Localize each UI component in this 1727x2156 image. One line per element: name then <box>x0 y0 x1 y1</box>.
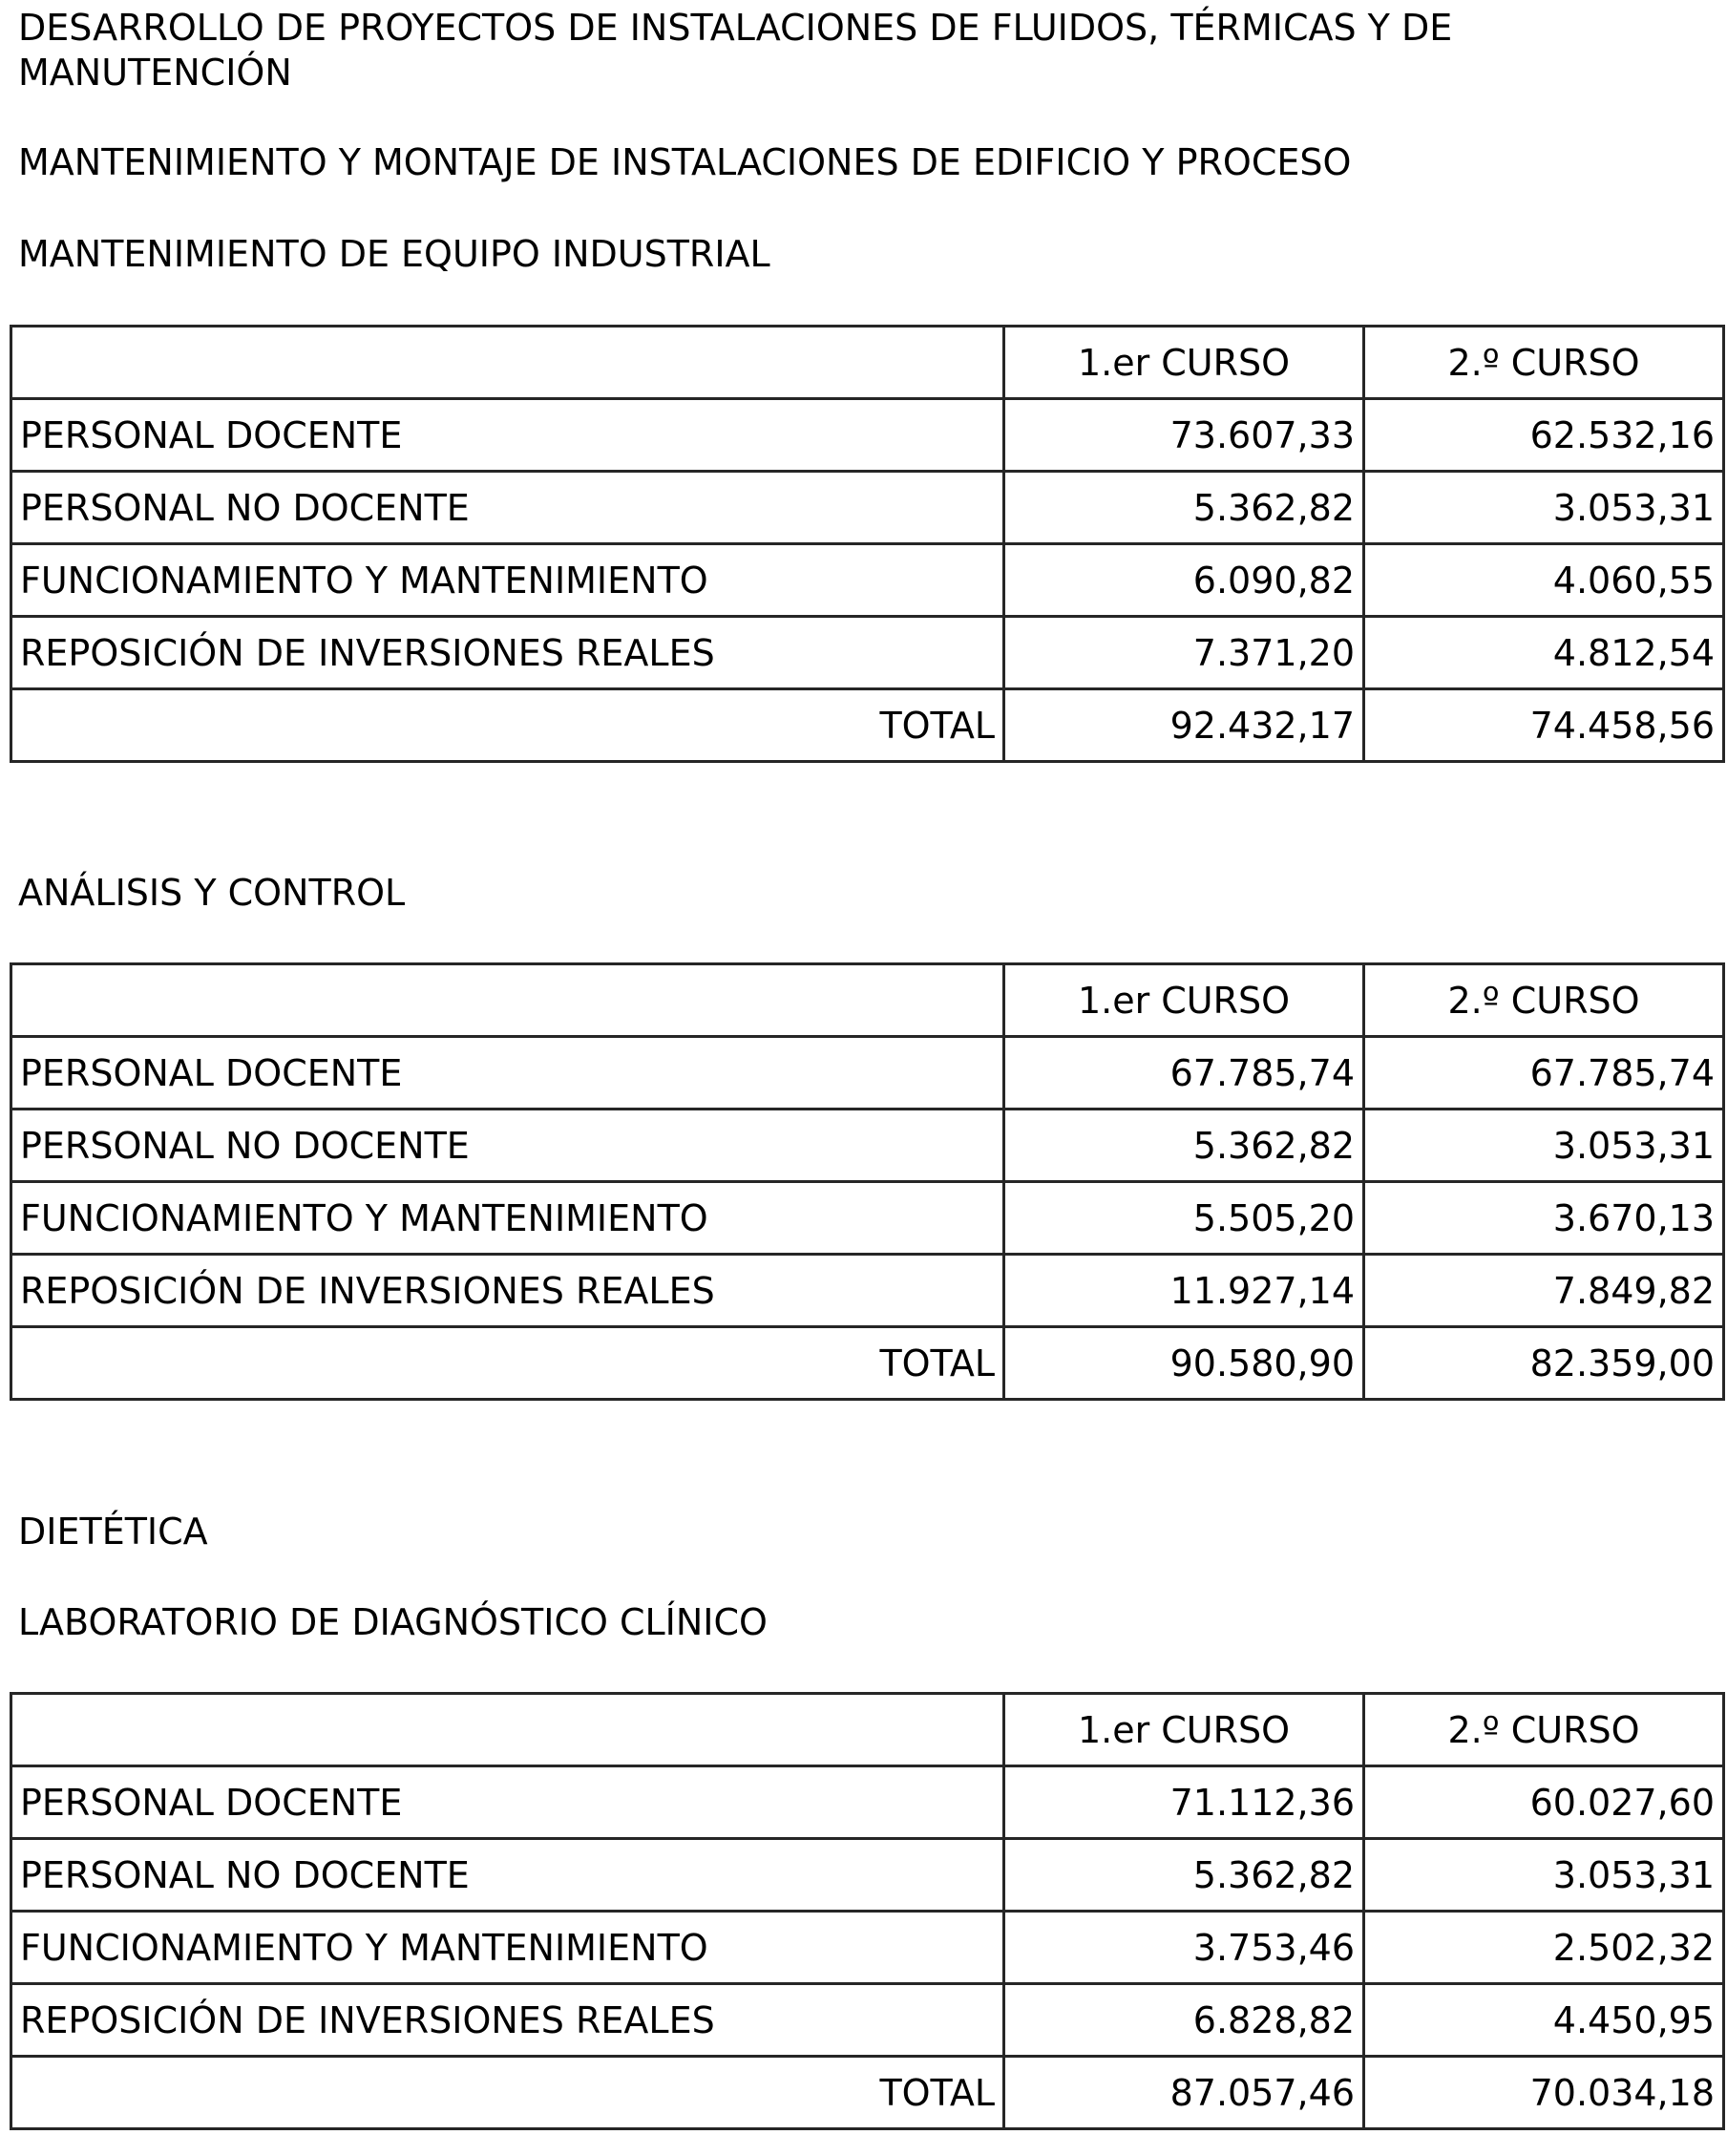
row-label: FUNCIONAMIENTO Y MANTENIMIENTO <box>11 1182 1004 1255</box>
total-first-year-value: 92.432,17 <box>1004 689 1364 762</box>
row-second-year-value: 7.849,82 <box>1364 1255 1724 1327</box>
table-row <box>11 1255 1724 1327</box>
header-empty-cell <box>11 964 1004 1037</box>
table-header-row <box>11 1694 1724 1766</box>
total-second-year-value: 82.359,00 <box>1364 1327 1724 1400</box>
total-label: TOTAL <box>11 1327 1004 1400</box>
row-label: PERSONAL DOCENTE <box>11 1037 1004 1110</box>
table-row <box>11 1984 1724 2057</box>
row-second-year-value: 60.027,60 <box>1364 1766 1724 1839</box>
header-first-year: 1.er CURSO <box>1004 327 1364 399</box>
row-first-year-value: 6.828,82 <box>1004 1984 1364 2057</box>
row-label: PERSONAL NO DOCENTE <box>11 1110 1004 1182</box>
budget-table-1 <box>10 325 1725 763</box>
total-second-year-value: 74.458,56 <box>1364 689 1724 762</box>
table-row <box>11 1912 1724 1984</box>
row-second-year-value: 4.450,95 <box>1364 1984 1724 2057</box>
row-second-year-value: 62.532,16 <box>1364 399 1724 472</box>
row-second-year-value: 3.053,31 <box>1364 1839 1724 1912</box>
heading-mantenimiento-montaje: MANTENIMIENTO Y MONTAJE DE INSTALACIONES DE EDIFICIO Y PROCESO <box>18 141 1352 183</box>
row-first-year-value: 5.362,82 <box>1004 1110 1364 1182</box>
row-second-year-value: 67.785,74 <box>1364 1037 1724 1110</box>
row-first-year-value: 5.505,20 <box>1004 1182 1364 1255</box>
row-second-year-value: 4.812,54 <box>1364 617 1724 689</box>
row-first-year-value: 71.112,36 <box>1004 1766 1364 1839</box>
row-label: FUNCIONAMIENTO Y MANTENIMIENTO <box>11 544 1004 617</box>
header-second-year: 2.º CURSO <box>1364 964 1724 1037</box>
heading-desarrollo-proyectos: DESARROLLO DE PROYECTOS DE INSTALACIONES DE FLUIDOS, TÉRMICAS Y DE <box>18 7 1453 49</box>
row-label: REPOSICIÓN DE INVERSIONES REALES <box>11 617 1004 689</box>
total-first-year-value: 90.580,90 <box>1004 1327 1364 1400</box>
table-header-row <box>11 327 1724 399</box>
table-row <box>11 544 1724 617</box>
heading-laboratorio-diagnostico: LABORATORIO DE DIAGNÓSTICO CLÍNICO <box>18 1601 768 1643</box>
heading-desarrollo-proyectos-cont: MANUTENCIÓN <box>18 52 292 94</box>
header-second-year: 2.º CURSO <box>1364 327 1724 399</box>
total-first-year-value: 87.057,46 <box>1004 2057 1364 2129</box>
row-first-year-value: 5.362,82 <box>1004 472 1364 544</box>
table-row <box>11 472 1724 544</box>
table-row <box>11 1839 1724 1912</box>
row-first-year-value: 67.785,74 <box>1004 1037 1364 1110</box>
budget-table-2 <box>10 962 1725 1401</box>
row-first-year-value: 3.753,46 <box>1004 1912 1364 1984</box>
table-row <box>11 1110 1724 1182</box>
header-first-year: 1.er CURSO <box>1004 964 1364 1037</box>
heading-mantenimiento-equipo: MANTENIMIENTO DE EQUIPO INDUSTRIAL <box>18 233 770 275</box>
row-label: REPOSICIÓN DE INVERSIONES REALES <box>11 1984 1004 2057</box>
row-first-year-value: 6.090,82 <box>1004 544 1364 617</box>
row-label: PERSONAL DOCENTE <box>11 399 1004 472</box>
table-row <box>11 1766 1724 1839</box>
row-first-year-value: 5.362,82 <box>1004 1839 1364 1912</box>
total-label: TOTAL <box>11 2057 1004 2129</box>
table-header-row <box>11 964 1724 1037</box>
row-second-year-value: 2.502,32 <box>1364 1912 1724 1984</box>
budget-table-3 <box>10 1692 1725 2130</box>
heading-dietetica: DIETÉTICA <box>18 1511 208 1553</box>
table-row <box>11 1182 1724 1255</box>
header-empty-cell <box>11 1694 1004 1766</box>
table-row <box>11 1037 1724 1110</box>
row-first-year-value: 7.371,20 <box>1004 617 1364 689</box>
row-second-year-value: 3.053,31 <box>1364 472 1724 544</box>
row-label: REPOSICIÓN DE INVERSIONES REALES <box>11 1255 1004 1327</box>
total-label: TOTAL <box>11 689 1004 762</box>
row-label: PERSONAL NO DOCENTE <box>11 472 1004 544</box>
heading-analisis-control: ANÁLISIS Y CONTROL <box>18 872 406 914</box>
row-second-year-value: 3.053,31 <box>1364 1110 1724 1182</box>
row-label: PERSONAL NO DOCENTE <box>11 1839 1004 1912</box>
row-second-year-value: 3.670,13 <box>1364 1182 1724 1255</box>
row-first-year-value: 73.607,33 <box>1004 399 1364 472</box>
row-label: PERSONAL DOCENTE <box>11 1766 1004 1839</box>
total-row <box>11 689 1724 762</box>
total-row <box>11 2057 1724 2129</box>
header-first-year: 1.er CURSO <box>1004 1694 1364 1766</box>
table-row <box>11 399 1724 472</box>
row-label: FUNCIONAMIENTO Y MANTENIMIENTO <box>11 1912 1004 1984</box>
row-first-year-value: 11.927,14 <box>1004 1255 1364 1327</box>
table-row <box>11 617 1724 689</box>
row-second-year-value: 4.060,55 <box>1364 544 1724 617</box>
header-second-year: 2.º CURSO <box>1364 1694 1724 1766</box>
header-empty-cell <box>11 327 1004 399</box>
total-row <box>11 1327 1724 1400</box>
total-second-year-value: 70.034,18 <box>1364 2057 1724 2129</box>
